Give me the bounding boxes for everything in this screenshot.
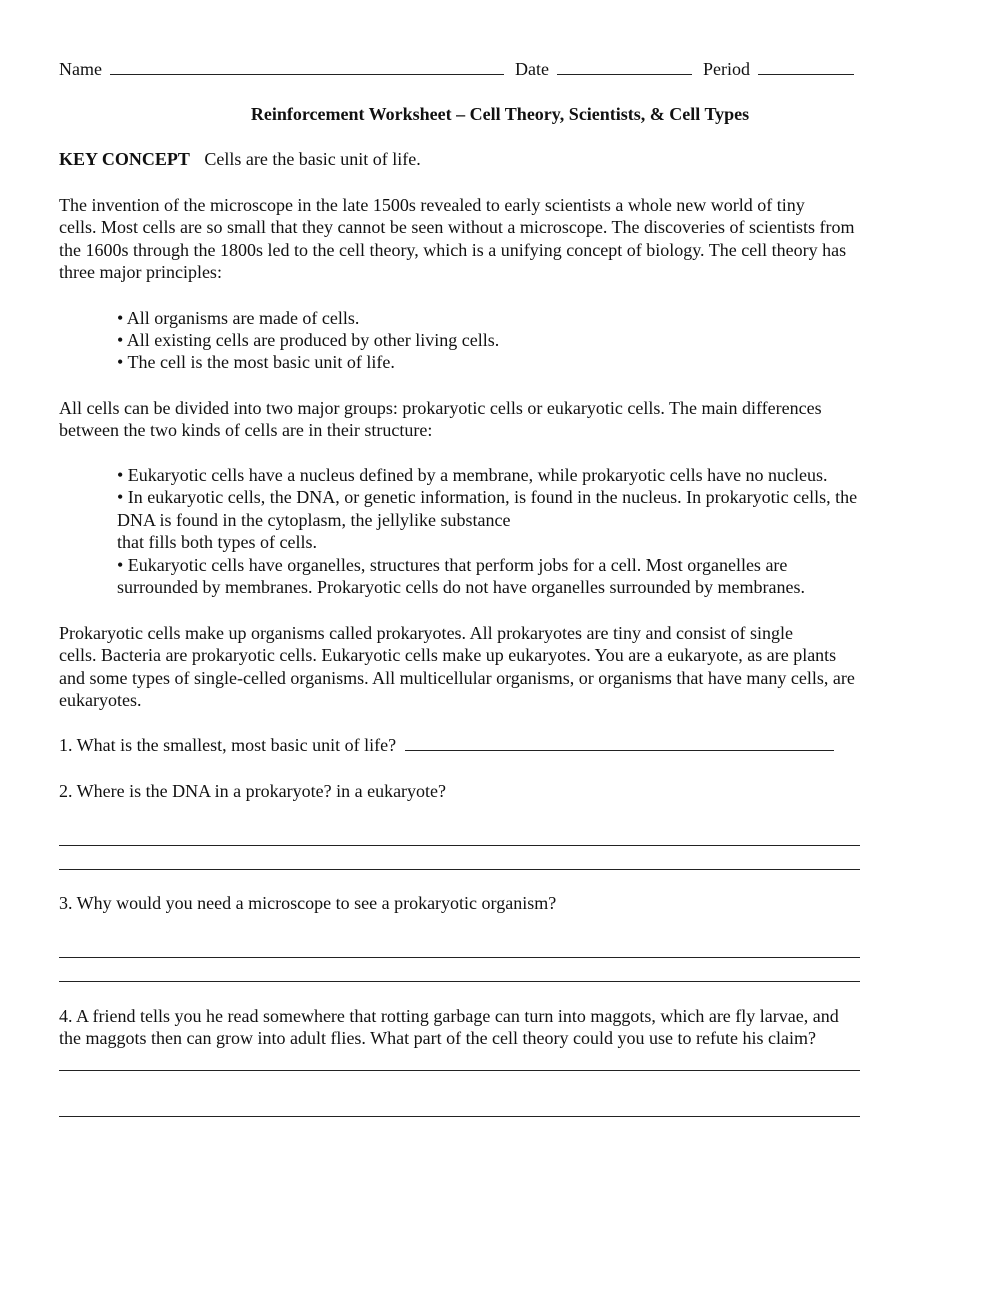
question-1 [59, 734, 834, 757]
difference-item-2-cont: DNA is found in the cytoplasm, the jellylike substance [117, 510, 511, 530]
groups-line-2: between the two kinds of cells are in their structure: [59, 420, 433, 440]
difference-item-3: • Eukaryotic cells have organelles, structures that perform jobs for a cell. Most organelles are [117, 555, 788, 575]
answer-3-line-2[interactable] [59, 981, 860, 982]
question-3-text: 3. Why would you need a microscope to see a prokaryotic organism? [59, 893, 557, 913]
intro-line-2: cells. Most cells are so small that they cannot be seen without a microscope. The discoveries of scientists from [59, 217, 855, 237]
answer-4-line-1[interactable] [59, 1070, 860, 1071]
principle-item-1: • All organisms are made of cells. [117, 308, 360, 328]
question-4-text-line-2: the maggots then can grow into adult flies. What part of the cell theory could you use to refute his claim? [59, 1028, 816, 1048]
prokaryote-line-3: and some types of single-celled organisms. All multicellular organisms, or organisms that have many cells, are [59, 668, 855, 688]
intro-line-4: three major principles: [59, 262, 222, 282]
difference-item-2-cont-2: that fills both types of cells. [117, 532, 317, 552]
answer-1-line[interactable] [405, 734, 834, 751]
key-concept-text: Cells are the basic unit of life. [204, 149, 421, 169]
header-line [59, 58, 854, 81]
question-4-text-line-1: 4. A friend tells you he read somewhere that rotting garbage can turn into maggots, which are fly larvae, and [59, 1006, 839, 1026]
prokaryote-line-4: eukaryotes. [59, 690, 142, 710]
answer-2-line-2[interactable] [59, 869, 860, 870]
groups-line-1: All cells can be divided into two major groups: prokaryotic cells or eukaryotic cells. The main differences [59, 398, 822, 418]
difference-item-1: • Eukaryotic cells have a nucleus defined by a membrane, while prokaryotic cells have no nucleus. [117, 465, 828, 485]
page-title: Reinforcement Worksheet – Cell Theory, Scientists, & Cell Types [250, 104, 750, 124]
principle-item-2: • All existing cells are produced by other living cells. [117, 330, 500, 350]
principle-item-3: • The cell is the most basic unit of life. [117, 352, 395, 372]
question-2-text: 2. Where is the DNA in a prokaryote? in a eukaryote? [59, 781, 447, 801]
intro-line-1: The invention of the microscope in the late 1500s revealed to early scientists a whole new world of tiny [59, 195, 805, 215]
period-field[interactable] [758, 58, 854, 75]
answer-3-line-1[interactable] [59, 957, 860, 958]
date-field[interactable] [557, 58, 692, 75]
intro-line-3: the 1600s through the 1800s led to the cell theory, which is a unifying concept of biology. The cell theory has [59, 240, 847, 260]
name-label: Name [59, 59, 102, 79]
question-1-text: 1. What is the smallest, most basic unit of life? [59, 735, 397, 755]
prokaryote-line-1: Prokaryotic cells make up organisms called prokaryotes. All prokaryotes are tiny and consist of single [59, 623, 793, 643]
key-concept [59, 148, 421, 171]
prokaryote-line-2: cells. Bacteria are prokaryotic cells. Eukaryotic cells make up eukaryotes. You are a eukaryote, as are plants [59, 645, 837, 665]
answer-4-line-2[interactable] [59, 1116, 860, 1117]
difference-item-3-cont: surrounded by membranes. Prokaryotic cells do not have organelles surrounded by membranes. [117, 577, 805, 597]
date-label: Date [514, 59, 549, 79]
key-concept-label: KEY CONCEPT [59, 149, 190, 169]
answer-2-line-1[interactable] [59, 845, 860, 846]
period-label: Period [702, 59, 750, 79]
name-field[interactable] [110, 58, 504, 75]
difference-item-2: • In eukaryotic cells, the DNA, or genetic information, is found in the nucleus. In prokaryotic cells, the [117, 487, 858, 507]
